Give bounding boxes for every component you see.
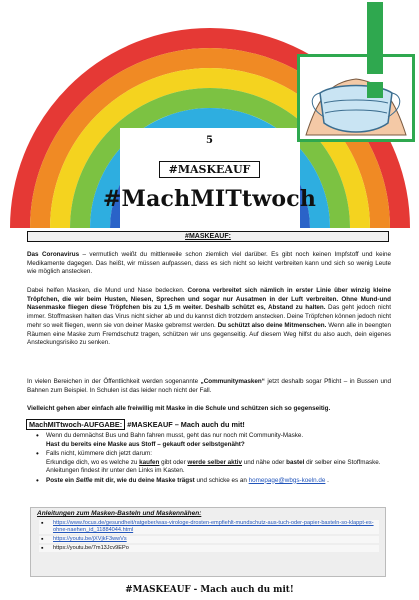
list-item: • Falls nicht, kümmere dich jetzt darum: Erkundige dich, wo es welche zu kaufen gibt oder werde selber aktiv und nähe oder bastel dir selber eine Stoffmaske. Anleitungen findest ihr unter den Links im Kasten. — [36, 450, 390, 476]
link-youtube-1[interactable]: https://youtu.be/jXVjkF3wwVs — [53, 535, 127, 542]
links-title: Anleitungen zum Masken-Basteln und Maskennähen: — [37, 510, 202, 517]
face-mask-icon — [300, 57, 412, 139]
exclamation-icon — [365, 2, 385, 102]
paragraph-intro: Das Coronavirus – vermutlich weißt du mittlerweile schon ziemlich viel darüber. Es gibt noch keinen Impfstoff und keine Medikamente dagegen. Das heißt, wir müssen aufpassen, dass es sich nicht so leicht verbreiten kann und sich so wenig Leute wie möglich anstecken. — [27, 251, 391, 276]
task-list — [36, 432, 390, 486]
list-item — [39, 545, 379, 552]
paragraph-community-masks: In vielen Bereichen in der Öffentlichkeit werden sogenannte „Communitymasken“ jetzt deshalb sogar Pflicht – in Bussen und Bahnen zum Beispiel. In Schulen ist das leider noch nicht der Fall. — [27, 378, 391, 394]
page-number: 5 — [206, 135, 213, 146]
list-item — [39, 536, 379, 543]
paragraph-school: Vielleicht gehen aber einfach alle freiwillig mit Maske in die Schule und schützen sich so gegenseitig. — [27, 405, 331, 412]
list-item: • Wenn du demnächst Bus und Bahn fahren musst, geht das nur noch mit Community-Maske. Hast du bereits eine Maske aus Stoff – gekauft oder selbstgenäht? — [36, 432, 390, 449]
email-link[interactable]: homepage@wbgs-koeln.de — [248, 476, 326, 484]
paragraph-masks: Dabei helfen Masken, die Mund und Nase bedecken. Corona verbreitet sich nämlich in erster Linie über winzig kleine Tröpfchen, die wir beim Husten, Niesen, Sprechen und sogar nur Ausatmen in der Luft verbreiten. Ohne Mund-und Nasenmaske fliegen diese Tröpfchen bis zu 1,5 m weiter. Deshalb schützt es, Abstand zu halten. Das geht jedoch nicht immer. Stoffmasken halten das Virus nicht sicher ab und du kannst dich trotzdem anstecken. Deine Tröpfchen können jedoch nicht mehr so weit fliegen, wenn sie von deiner Maske gebremst werden. Du schützt also deine Mitmenschen. Wenn alle in beengten Räumen eine Maske zum Fremdschutz tragen, schützen wir uns gegenseitig. Auf diesem Weg hilfst du also auch, dein eigenes Ansteckungsrisiko zu senken. — [27, 287, 391, 347]
link-youtube-2[interactable]: https://youtu.be/7m13Jcv9EPo — [53, 544, 129, 551]
section-title: #MASKEAUF: — [27, 231, 389, 242]
page-title: #MachMITtwoch — [102, 186, 317, 212]
task-heading: MachMITtwoch-AUFGABE: #MASKEAUF – Mach auch du mit! — [26, 419, 390, 430]
list-item: • Poste ein Selfie mit dir, wie du deine Maske trägst und schicke es an homepage@wbgs-koeln.de . — [36, 477, 390, 486]
footer-slogan: #MASKEAUF - Mach auch du mit! — [125, 585, 294, 595]
link-focus[interactable]: https://www.focus.de/gesundheit/ratgeber/was-virologe-drosten-empfiehlt-mundschutz-aus-tuch-oder-papier-basteln-so-klappt-es-ohne-naehen_id_11884044.html — [53, 520, 374, 534]
links-list — [39, 520, 379, 553]
list-item — [39, 520, 379, 534]
links-box — [30, 507, 386, 577]
face-mask-picture — [297, 54, 415, 142]
task-label: MachMITtwoch-AUFGABE: — [26, 419, 125, 430]
hashtag-box: #MASKEAUF — [159, 161, 260, 178]
